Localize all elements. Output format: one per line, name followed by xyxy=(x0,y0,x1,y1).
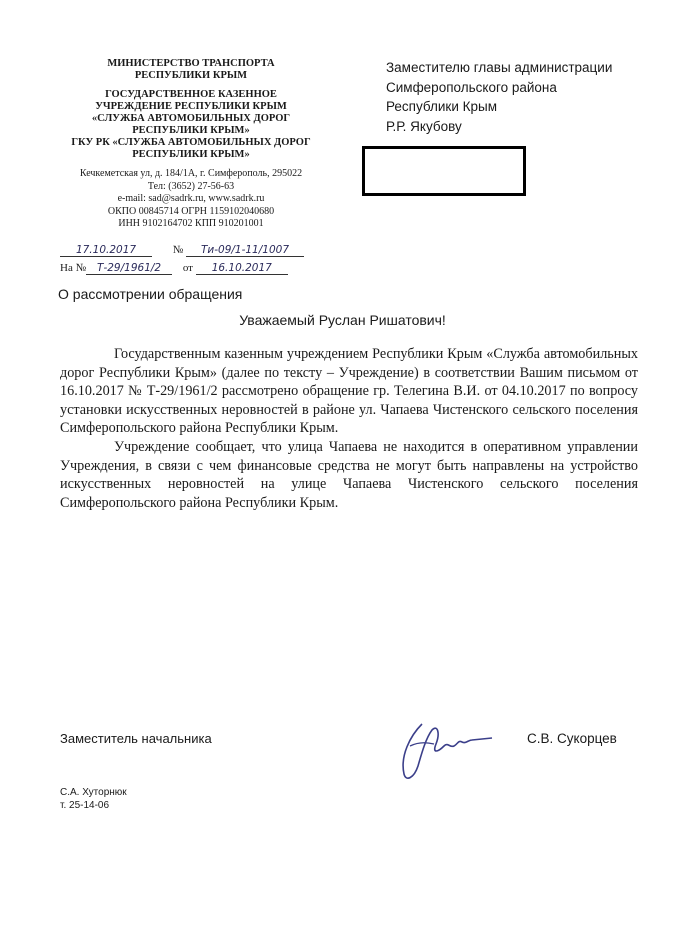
signatory-name: С.В. Сукорцев xyxy=(527,731,617,746)
handwritten-signature xyxy=(392,716,502,786)
addressee-line: Республики Крым xyxy=(386,99,497,114)
addressee-line: Р.Р. Якубову xyxy=(386,118,462,134)
institution-line: «СЛУЖБА АВТОМОБИЛЬНЫХ ДОРОГ xyxy=(91,113,291,124)
outgoing-number: Ти-09/1-11/1007 xyxy=(186,244,304,257)
letter-body xyxy=(60,345,638,512)
sender-email: e-mail: sad@sadrk.ru, www.sadrk.ru xyxy=(117,193,265,204)
sender-okpo: ОКПО 00845714 ОГРН 1159102040680 xyxy=(107,205,275,217)
ministry-line: МИНИСТЕРСТВО ТРАНСПОРТА xyxy=(107,58,275,69)
letter-subject: О рассмотрении обращения xyxy=(58,286,243,302)
institution-short-line: ГКУ РК «СЛУЖБА АВТОМОБИЛЬНЫХ ДОРОГ xyxy=(71,137,311,148)
addressee-line: Симферопольского района xyxy=(386,79,557,95)
na-label: На № xyxy=(60,262,87,274)
outgoing-date: 17.10.2017 xyxy=(60,244,152,257)
sender-inn: ИНН 9102164702 КПП 910201001 xyxy=(118,218,264,229)
institution-short-line: РЕСПУБЛИКИ КРЫМ» xyxy=(132,149,250,160)
body-paragraph: Учреждение сообщает, что улица Чапаева не находится в оперативном управлении Учреждения, в связи с чем финансовые средства не могут быть направлены на устройство искусственных неровностей на улице Чапаева Чистенского сельского поселения Симферопольского района Республики Крым. xyxy=(60,438,638,511)
redaction-box xyxy=(362,146,526,196)
addressee-line: Заместителю главы администрации xyxy=(386,60,613,75)
signatory-position: Заместитель начальника xyxy=(60,731,212,746)
institution-line: ГОСУДАРСТВЕННОЕ КАЗЕННОЕ xyxy=(105,89,277,100)
executor-name: С.А. Хуторнюк xyxy=(60,787,127,798)
reference-date: 16.10.2017 xyxy=(196,262,288,275)
executor-block xyxy=(60,786,127,812)
ministry-line: РЕСПУБЛИКИ КРЫМ xyxy=(134,70,248,81)
outgoing-registration: 17.10.2017 № Ти-09/1-11/1007 xyxy=(60,244,304,257)
sender-phone: Тел: (3652) 27-56-63 xyxy=(147,180,235,192)
sender-block xyxy=(60,58,322,231)
institution-line: РЕСПУБЛИКИ КРЫМ» xyxy=(132,125,250,136)
sender-address: Кечкеметская ул, д. 184/1А, г. Симферополь, 295022 xyxy=(79,168,303,179)
ot-label: от xyxy=(182,262,193,274)
addressee-block xyxy=(386,58,612,136)
institution-line: УЧРЕЖДЕНИЕ РЕСПУБЛИКИ КРЫМ xyxy=(95,101,287,112)
reference-registration xyxy=(60,262,288,275)
executor-phone: т. 25-14-06 xyxy=(60,800,110,811)
reference-number: Т-29/1961/2 xyxy=(86,262,172,275)
letter-greeting: Уважаемый Руслан Ришатович! xyxy=(239,312,446,328)
body-paragraph: Государственным казенным учреждением Республики Крым «Служба автомобильных дорог Республики Крым» (далее по тексту – Учреждение) в соответствии Вашим письмом от 16.10.2017 № Т-29/1961/2 рассмотрено обращение гр. Телегина В.И. от 04.10.2017 по вопросу установки искусственных неровностей в районе ул. Чапаева Чистенского сельского поселения Симферопольского района Республики Крым. xyxy=(60,346,638,437)
